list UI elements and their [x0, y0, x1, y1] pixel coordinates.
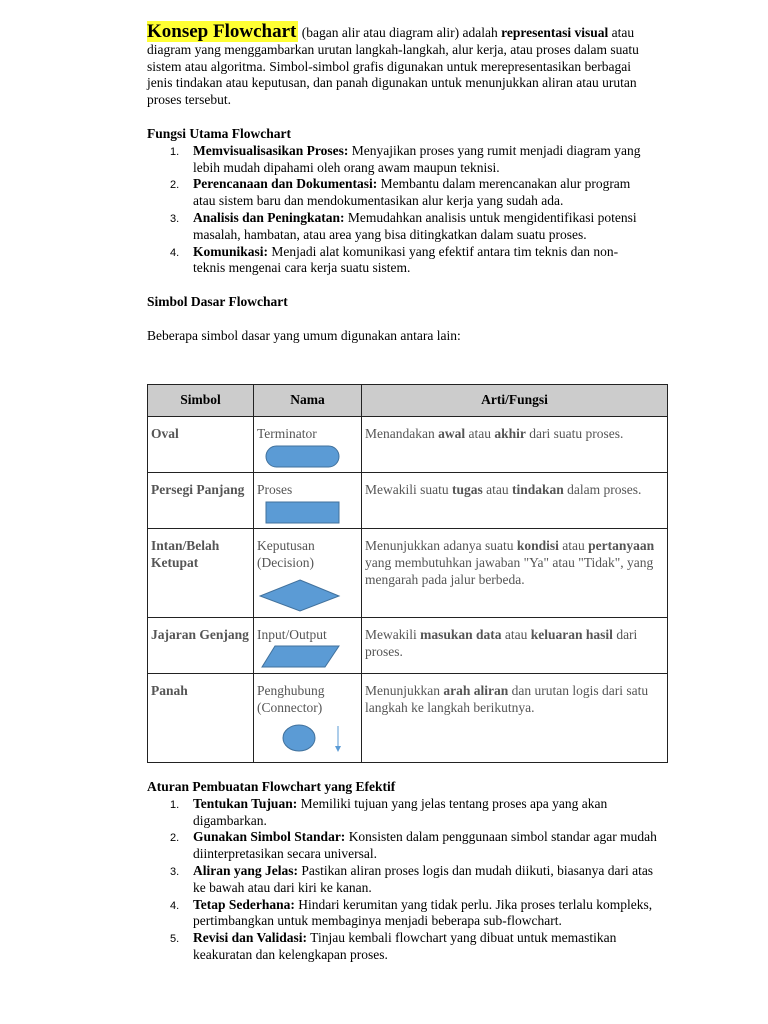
cell-nama-text: Terminator [257, 426, 317, 441]
simbol-heading: Simbol Dasar Flowchart [147, 294, 288, 310]
cell-simbol: Intan/Belah Ketupat [148, 529, 254, 618]
cell-nama [254, 529, 362, 618]
diamond-decision-shape [259, 579, 341, 613]
cell-nama-text: Proses [257, 482, 293, 497]
cell-simbol: Persegi Panjang [148, 473, 254, 529]
fungsi-list [147, 143, 647, 277]
cell-simbol: Jajaran Genjang [148, 618, 254, 674]
document-body [147, 21, 647, 345]
list-item: 3. Aliran yang Jelas: Pastikan aliran proses logis dan mudah diikuti, biasanya dari atas ke bawah atau dari kiri ke kanan. [170, 862, 654, 895]
cell-arti: Menunjukkan arah aliran dan urutan logis dari satu langkah ke langkah berikutnya. [362, 674, 668, 763]
list-item: 4. Komunikasi: Menjadi alat komunikasi yang efektif antara tim teknis dan non-teknis mengenai cara kerja suatu sistem. [170, 243, 619, 276]
list-item: 1. Memvisualisasikan Proses: Menyajikan proses yang rumit menjadi diagram yang lebih mudah dipahami oleh orang awam maupun teknisi. [170, 142, 641, 175]
list-item: 2. Gunakan Simbol Standar: Konsisten dalam penggunaan simbol standar agar mudah diinterpretasikan secara universal. [170, 829, 657, 862]
cell-arti: Menandakan awal atau akhir dari suatu proses. [362, 417, 668, 473]
list-item: 4. Tetap Sederhana: Hindari kerumitan yang tidak perlu. Jika proses terlalu kompleks, pertimbangkan untuk membaginya menjadi beberapa sub-flowchart. [170, 896, 653, 929]
list-item: 5. Revisi dan Validasi: Tinjau kembali flowchart yang dibuat untuk memastikan keakuratan dan kelengkapan proses. [170, 930, 617, 962]
intro-bold: representasi visual [501, 25, 609, 40]
list-item: 3. Analisis dan Peningkatan: Memudahkan analisis untuk mengidentifikasi potensi masalah, hambatan, atau area yang bisa ditingkatkan dalam suatu proses. [170, 209, 637, 242]
list-item: 1. Tentukan Tujuan: Memiliki tujuan yang jelas tentang proses apa yang akan digambarkan. [170, 795, 608, 828]
cell-nama-text: Penghubung (Connector) [257, 683, 325, 715]
cell-arti: Mewakili suatu tugas atau tindakan dalam proses. [362, 473, 668, 529]
simbol-intro: Beberapa simbol dasar yang umum digunakan antara lain: [147, 327, 461, 343]
table-row [148, 473, 668, 529]
table-row [148, 618, 668, 674]
table-row [148, 529, 668, 618]
column-header-simbol: Simbol [148, 385, 254, 417]
cell-arti: Menunjukkan adanya suatu kondisi atau pertanyaan yang membutuhkan jawaban "Ya" atau "Tidak", yang mengarah pada jalur berbeda. [362, 529, 668, 618]
cell-nama-text: Keputusan (Decision) [257, 538, 315, 570]
symbol-table [147, 384, 668, 763]
rectangle-process-shape [265, 501, 341, 525]
intro-text-1: (bagan alir atau diagram alir) adalah [298, 25, 502, 40]
cell-nama [254, 473, 362, 529]
column-header-nama: Nama [254, 385, 362, 417]
document-title: Konsep Flowchart [147, 21, 297, 42]
fungsi-heading: Fungsi Utama Flowchart [147, 125, 291, 141]
intro-paragraph [147, 21, 647, 109]
cell-nama [254, 618, 362, 674]
column-header-arti: Arti/Fungsi [362, 385, 668, 417]
list-item: 2. Perencanaan dan Dokumentasi: Membantu dalam merencanakan alur program atau sistem baru dan mendokumentasikan alur kerja yang sudah ada. [170, 176, 631, 209]
oval-terminator-shape [265, 445, 341, 469]
cell-simbol: Panah [148, 674, 254, 763]
table-row [148, 417, 668, 473]
connector-circle-arrow-shape [281, 724, 347, 754]
cell-nama [254, 417, 362, 473]
table-header-row [148, 385, 668, 417]
table-row [148, 674, 668, 763]
aturan-list [147, 796, 657, 964]
cell-arti: Mewakili masukan data atau keluaran hasil dari proses. [362, 618, 668, 674]
cell-nama [254, 674, 362, 763]
cell-simbol: Oval [148, 417, 254, 473]
intro-text-2: atau diagram yang menggambarkan urutan langkah-langkah, alur kerja, atau proses dalam suatu sistem atau algoritma. Simbol-simbol grafis digunakan untuk merepresentasikan berbagai jenis tindakan atau keputusan, dan panah digunakan untuk menunjukkan aliran atau urutan proses tersebut. [147, 25, 639, 108]
aturan-section [147, 779, 657, 964]
cell-nama-text: Input/Output [257, 627, 327, 642]
parallelogram-io-shape [261, 645, 341, 669]
aturan-heading: Aturan Pembuatan Flowchart yang Efektif [147, 779, 396, 794]
